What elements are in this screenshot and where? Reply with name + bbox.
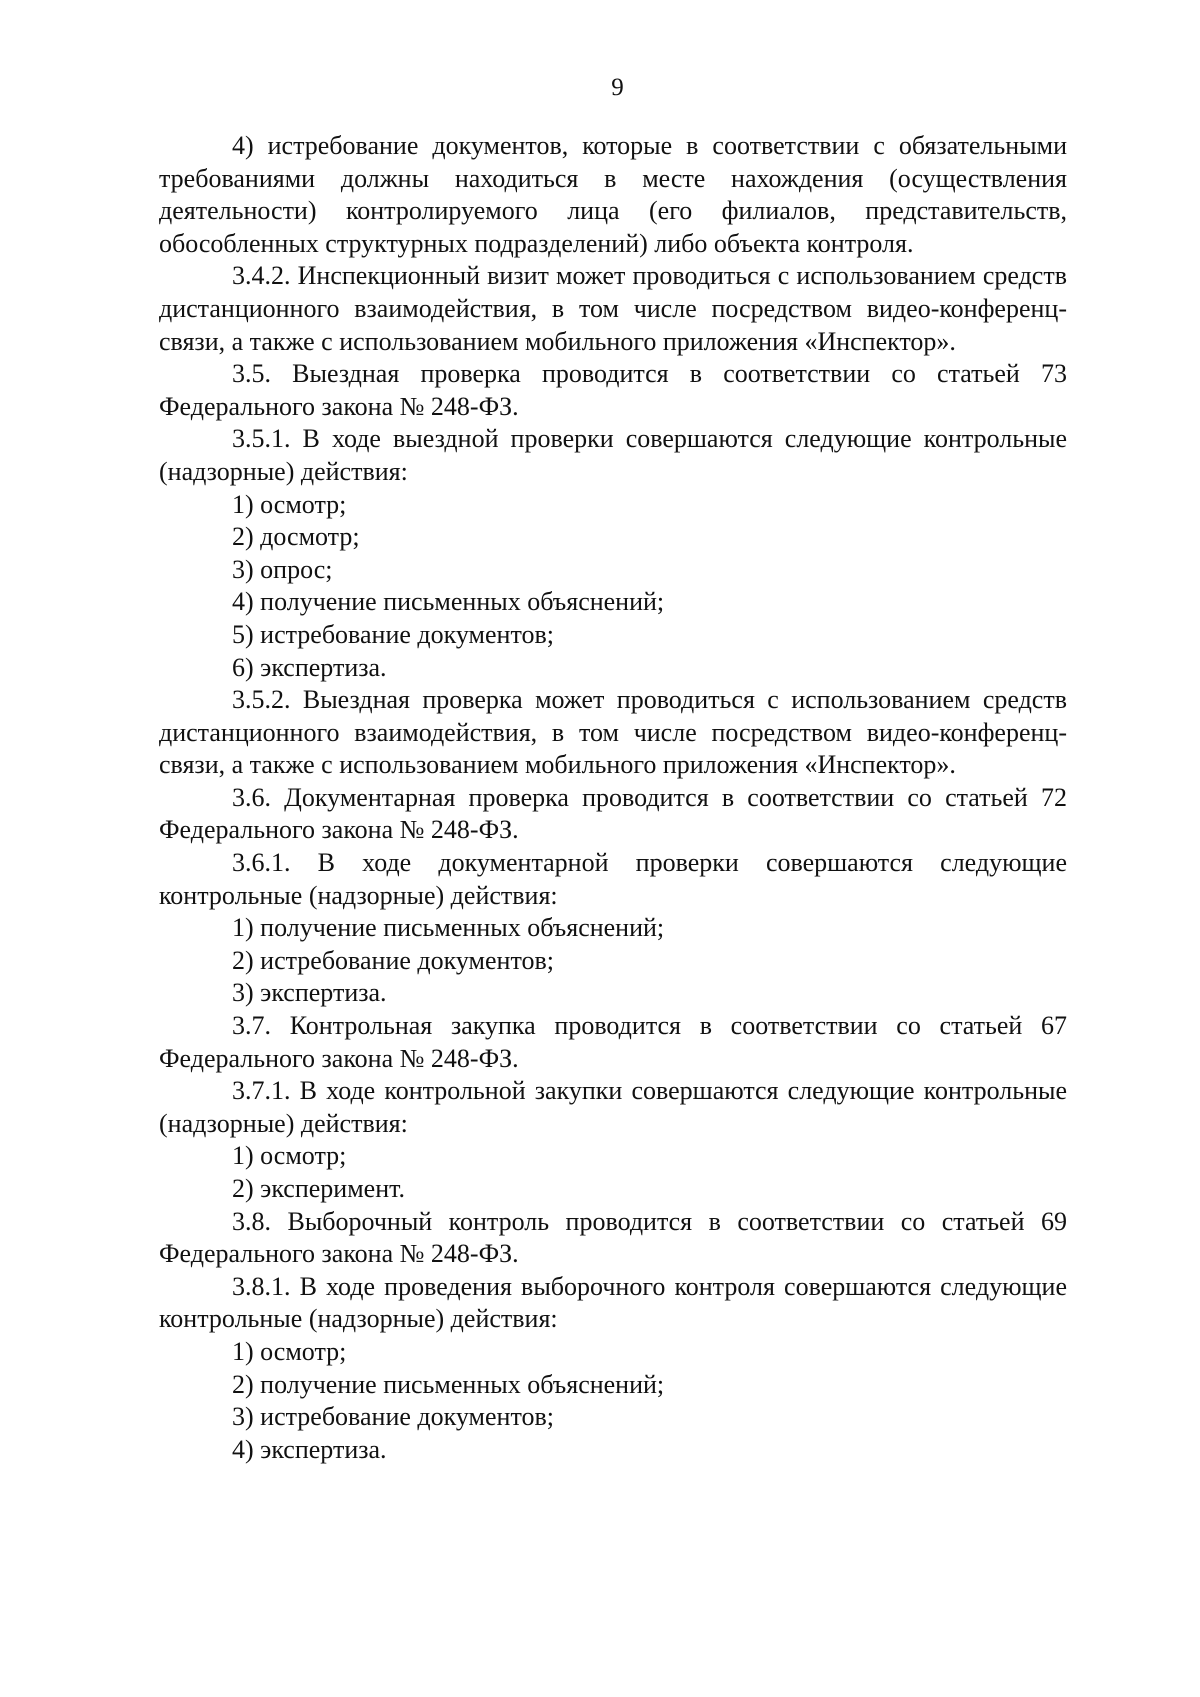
paragraph: 3.4.2. Инспекционный визит может проводиться с использованием средств дистанционного взаимодействия, в том числе посредством видео-конференц-связи, а также с использованием мобильного приложения «Инспектор». (159, 261, 1067, 356)
paragraph: 3.8.1. В ходе проведения выборочного контроля совершаются следующие контрольные (надзорные) действия: (159, 1271, 1067, 1334)
list-item: 3) опрос; (232, 554, 333, 584)
list-item: 3) истребование документов; (232, 1402, 554, 1432)
document-body (159, 130, 1067, 1466)
paragraph: 4) истребование документов, которые в соответствии с обязательными требованиями должны находиться в месте нахождения (осуществления деятельности) контролируемого лица (его филиалов, представительств, обособленных структурных подразделений) либо объекта контроля. (159, 131, 1067, 258)
list-item: 2) истребование документов; (232, 945, 554, 975)
paragraph: 3.6. Документарная проверка проводится в соответствии со статьей 72 Федерального закона № 248-ФЗ. (159, 782, 1067, 845)
paragraph: 3.7. Контрольная закупка проводится в соответствии со статьей 67 Федерального закона № 248-ФЗ. (159, 1011, 1067, 1073)
list-item: 2) досмотр; (232, 522, 360, 552)
list-item: 1) получение письменных объяснений; (232, 913, 665, 943)
paragraph: 3.7.1. В ходе контрольной закупки совершаются следующие контрольные (надзорные) действия: (159, 1076, 1067, 1138)
paragraph: 3.6.1. В ходе документарной проверки совершаются следующие контрольные (надзорные) действия: (159, 848, 1067, 910)
page-number: 9 (611, 74, 624, 101)
list-item: 1) осмотр; (232, 1336, 347, 1366)
list-item: 4) получение письменных объяснений; (232, 587, 665, 617)
list-item: 4) экспертиза. (232, 1434, 387, 1464)
list-item: 2) получение письменных объяснений; (232, 1369, 665, 1399)
list-item: 2) эксперимент. (232, 1174, 406, 1203)
paragraph: 3.8. Выборочный контроль проводится в соответствии со статьей 69 Федерального закона № 248-ФЗ. (159, 1206, 1067, 1269)
list-item: 6) экспертиза. (232, 652, 387, 682)
list-item: 1) осмотр; (232, 489, 347, 519)
list-item: 3) экспертиза. (232, 978, 387, 1008)
paragraph: 3.5.1. В ходе выездной проверки совершаются следующие контрольные (надзорные) действия: (159, 424, 1067, 486)
list-item: 5) истребование документов; (232, 619, 554, 649)
paragraph: 3.5.2. Выездная проверка может проводиться с использованием средств дистанционного взаимодействия, в том числе посредством видео-конференц-связи, а также с использованием мобильного приложения «Инспектор». (159, 685, 1067, 780)
paragraph: 3.5. Выездная проверка проводится в соответствии со статьей 73 Федерального закона № 248-ФЗ. (159, 359, 1067, 421)
list-item: 1) осмотр; (232, 1141, 347, 1171)
